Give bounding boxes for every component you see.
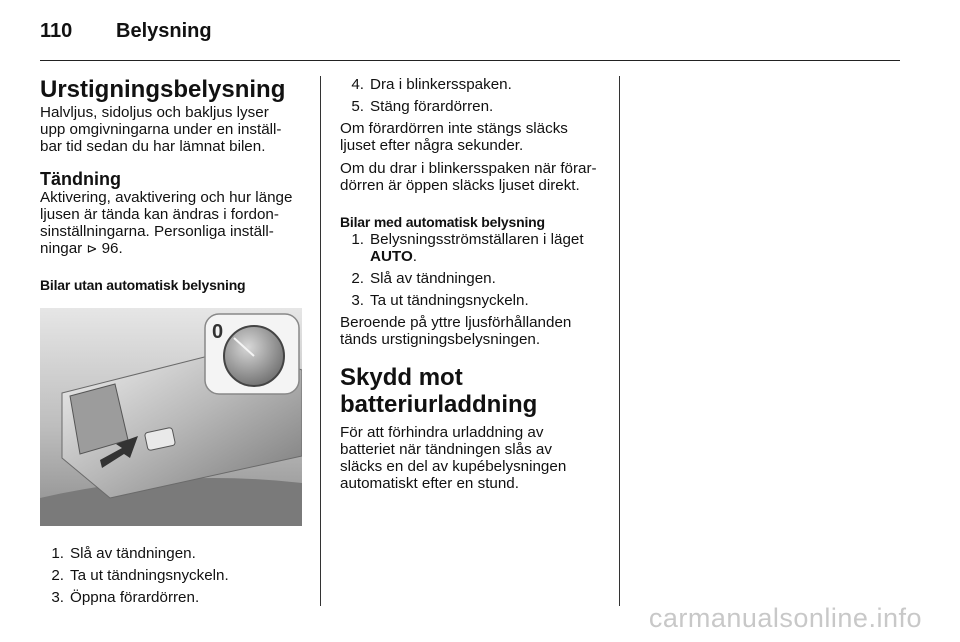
text-line: sinställningarna. Personliga inställ- bbox=[40, 223, 274, 240]
list-item bbox=[40, 567, 302, 584]
step-text: Ta ut tändningsnyckeln. bbox=[70, 567, 229, 584]
list-item bbox=[40, 545, 302, 562]
text-line: Halvljus, sidoljus och bakljus lyser bbox=[40, 104, 269, 121]
subsection-without-auto-lighting: Bilar utan automatisk belysning bbox=[40, 277, 246, 293]
position-zero-label: 0 bbox=[212, 321, 224, 343]
paragraph-lever-pull bbox=[340, 160, 608, 194]
step-number: 3. bbox=[51, 589, 64, 606]
step-number: 5. bbox=[351, 98, 364, 115]
subheading-tandning: Tändning bbox=[40, 169, 121, 189]
text-line: upp omgivningarna under en inställ- bbox=[40, 121, 282, 138]
section-heading-urstigningsbelysning: Urstigningsbelysning bbox=[40, 76, 286, 103]
page-reference: 96. bbox=[101, 240, 123, 257]
text-line: Om förardörren inte stängs släcks bbox=[340, 120, 568, 137]
step-number: 4. bbox=[351, 76, 364, 93]
paragraph-door-timeout bbox=[340, 120, 608, 154]
text-line: automatiskt efter en stund. bbox=[340, 475, 519, 492]
list-item bbox=[340, 98, 608, 115]
text-line: Om du drar i blinkersspaken när förar- bbox=[340, 160, 597, 177]
page-number: 110 bbox=[40, 20, 73, 42]
list-item bbox=[340, 270, 608, 287]
step-text: Slå av tändningen. bbox=[70, 545, 196, 562]
paragraph-ambient-light bbox=[340, 314, 608, 348]
list-item bbox=[340, 231, 608, 265]
text-line: ningar bbox=[40, 240, 83, 257]
text-line: tänds urstigningsbelysningen. bbox=[340, 331, 541, 348]
heading-line: batteriurladdning bbox=[340, 391, 538, 418]
text-line: ljuset efter några sekunder. bbox=[340, 137, 524, 154]
column-divider-1 bbox=[320, 76, 321, 606]
step-number: 1. bbox=[351, 231, 364, 248]
text-line: dörren är öppen släcks ljuset direkt. bbox=[340, 177, 580, 194]
step-text: Dra i blinkersspaken. bbox=[370, 76, 512, 93]
text-line: bar tid sedan du har lämnat bilen. bbox=[40, 138, 266, 155]
text-line: Beroende på yttre ljusförhållanden bbox=[340, 314, 572, 331]
tandning-paragraph bbox=[40, 189, 302, 257]
text-line: Aktivering, avaktivering och hur länge bbox=[40, 189, 293, 206]
step-number: 2. bbox=[351, 270, 364, 287]
header-divider bbox=[40, 60, 900, 61]
column-1 bbox=[40, 76, 302, 611]
step-text: Stäng förardörren. bbox=[370, 98, 494, 115]
page-reference-arrow-icon: ⊳ bbox=[86, 241, 98, 256]
text-line: släcks en del av kupébelysningen bbox=[340, 458, 567, 475]
watermark: carmanualsonline.info bbox=[648, 603, 922, 633]
steps-list bbox=[40, 545, 302, 606]
step-number: 2. bbox=[51, 567, 64, 584]
step-text: Ta ut tändningsnyckeln. bbox=[370, 292, 529, 309]
column-divider-2 bbox=[619, 76, 620, 606]
text-line: ljusen är tända kan ändras i fordon- bbox=[40, 206, 279, 223]
chapter-title: Belysning bbox=[116, 20, 212, 42]
text-line: För att förhindra urladdning av bbox=[340, 424, 544, 441]
heading-line: Skydd mot bbox=[340, 364, 463, 391]
list-item bbox=[40, 589, 302, 606]
column-2 bbox=[340, 76, 608, 492]
paragraph-battery bbox=[340, 424, 608, 492]
list-item bbox=[340, 76, 608, 93]
auto-steps-list bbox=[340, 231, 608, 309]
step-number: 3. bbox=[351, 292, 364, 309]
intro-paragraph bbox=[40, 104, 302, 155]
section-heading-battery-discharge bbox=[340, 364, 608, 418]
step-text: Slå av tändningen. bbox=[370, 270, 496, 287]
text-line: batteriet när tändningen slås av bbox=[340, 441, 552, 458]
step-text: Belysningsströmställaren i läget AUTO. bbox=[370, 231, 584, 265]
auto-label: AUTO bbox=[370, 248, 413, 265]
list-item bbox=[340, 292, 608, 309]
step-text-main: Belysningsströmställaren i läget bbox=[370, 231, 584, 248]
step-number: 1. bbox=[51, 545, 64, 562]
subsection-with-auto-lighting: Bilar med automatisk belysning bbox=[340, 214, 545, 230]
step-text: Öppna förardörren. bbox=[70, 589, 200, 606]
turn-signal-lever-illustration bbox=[40, 308, 302, 526]
steps-list-continued bbox=[340, 76, 608, 115]
